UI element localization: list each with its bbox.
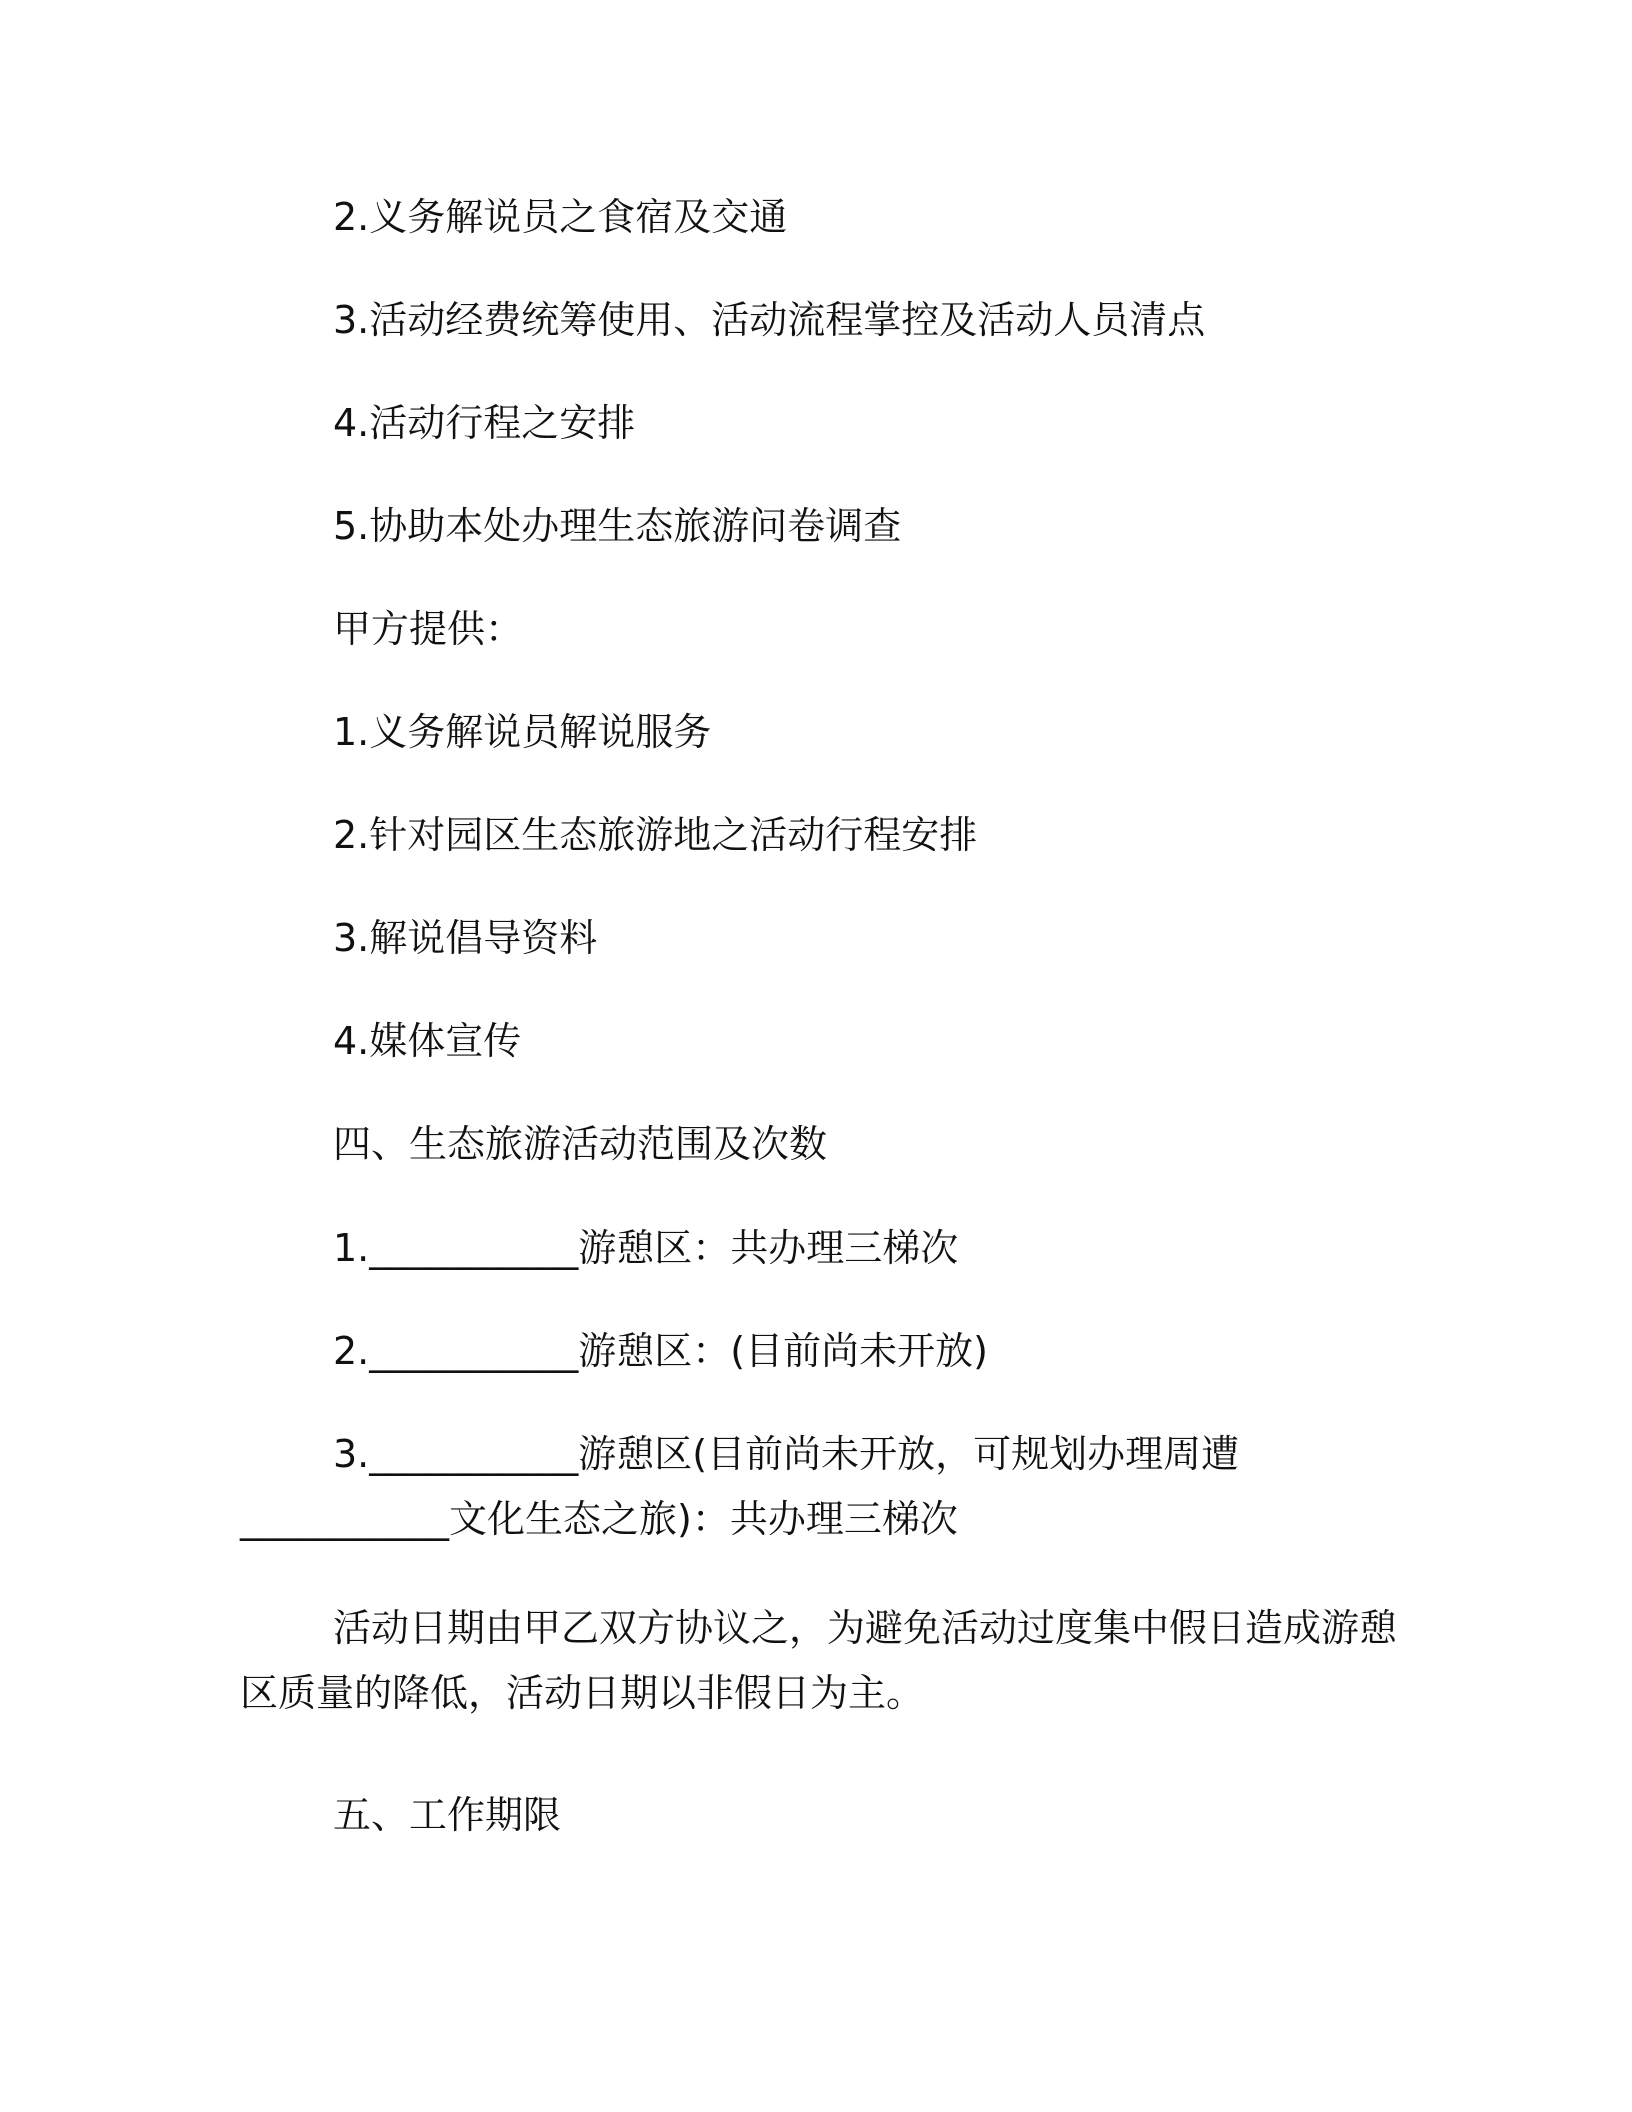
text-line: 3.___________游憩区(目前尚未开放，可规划办理周遭 [333, 1432, 1240, 1476]
text-line: 4.活动行程之安排 [333, 401, 636, 445]
text-line: 2.___________游憩区：(目前尚未开放) [333, 1329, 988, 1373]
text-line: 活动日期由甲乙双方协议之，为避免活动过度集中假日造成游憩 [333, 1606, 1398, 1650]
text-line: 1.___________游憩区：共办理三梯次 [333, 1226, 959, 1270]
text-line: 区质量的降低，活动日期以非假日为主。 [240, 1671, 925, 1715]
text-line: 2.义务解说员之食宿及交通 [333, 195, 788, 239]
text-line: 1.义务解说员解说服务 [333, 710, 712, 754]
section-heading: 四、生态旅游活动范围及次数 [333, 1122, 828, 1166]
text-line: 甲方提供： [333, 607, 524, 651]
text-line: 3.活动经费统筹使用、活动流程掌控及活动人员清点 [333, 298, 1206, 342]
text-line: 4.媒体宣传 [333, 1019, 522, 1063]
text-line: 3.解说倡导资料 [333, 916, 598, 960]
text-line: ___________文化生态之旅)：共办理三梯次 [240, 1497, 958, 1541]
text-line: 2.针对园区生态旅游地之活动行程安排 [333, 813, 978, 857]
section-heading: 五、工作期限 [333, 1793, 562, 1837]
text-line: 5.协助本处办理生态旅游问卷调查 [333, 504, 902, 548]
